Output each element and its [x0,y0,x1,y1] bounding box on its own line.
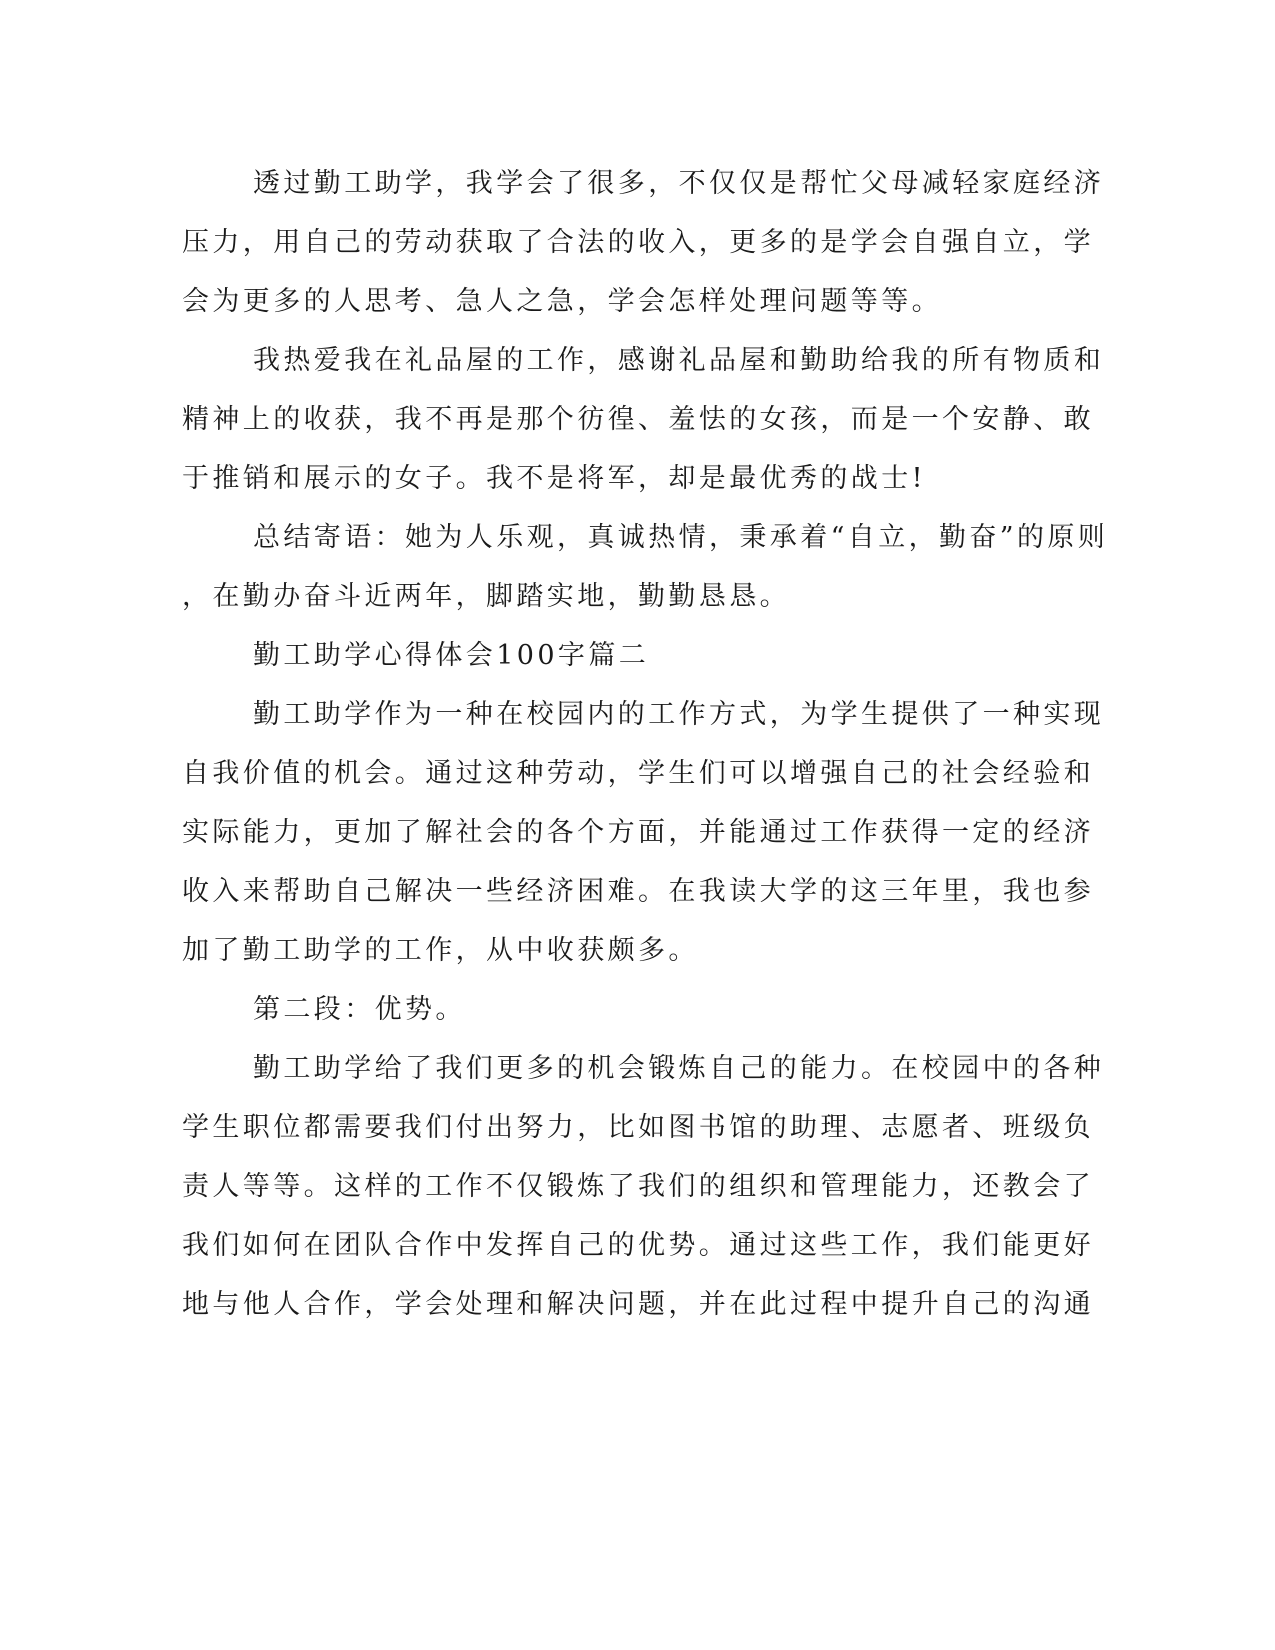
paragraph-line: 实际能力，更加了解社会的各个方面，并能通过工作获得一定的经济 [182,817,1094,848]
paragraph-line: 压力，用自己的劳动获取了合法的收入，更多的是学会自强自立，学 [182,227,1094,258]
paragraph-line: 我们如何在团队合作中发挥自己的优势。通过这些工作，我们能更好 [182,1230,1094,1261]
paragraph-line: 精神上的收获，我不再是那个彷徨、羞怯的女孩，而是一个安静、敢 [182,404,1094,435]
document-body [182,154,1109,1334]
paragraph-line: 加了勤工助学的工作，从中收获颇多。 [182,935,699,966]
paragraph-line: 会为更多的人思考、急人之急，学会怎样处理问题等等。 [182,286,942,317]
paragraph-line: ，在勤办奋斗近两年，脚踏实地，勤勤恳恳。 [182,581,790,612]
paragraph-line: 地与他人合作，学会处理和解决问题，并在此过程中提升自己的沟通 [182,1289,1094,1320]
paragraph-line: 于推销和展示的女子。我不是将军，却是最优秀的战士! [182,463,926,494]
paragraph-line: 学生职位都需要我们付出努力，比如图书馆的助理、志愿者、班级负 [182,1112,1094,1143]
paragraph-line: 勤工助学作为一种在校园内的工作方式，为学生提供了一种实现 [253,699,1105,730]
paragraph-line: 总结寄语：她为人乐观，真诚热情，秉承着“自立，勤奋”的原则 [253,522,1109,553]
paragraph-line: 收入来帮助自己解决一些经济困难。在我读大学的这三年里，我也参 [182,876,1094,907]
paragraph-line: 我热爱我在礼品屋的工作，感谢礼品屋和勤助给我的所有物质和 [253,345,1105,376]
paragraph-line: 勤工助学给了我们更多的机会锻炼自己的能力。在校园中的各种 [253,1053,1105,1084]
section-subheading: 第二段：优势。 [253,994,466,1025]
paragraph-line: 自我价值的机会。通过这种劳动，学生们可以增强自己的社会经验和 [182,758,1094,789]
paragraph-line: 责人等等。这样的工作不仅锻炼了我们的组织和管理能力，还教会了 [182,1171,1094,1202]
section-heading: 勤工助学心得体会100字篇二 [253,640,650,671]
paragraph-line: 透过勤工助学，我学会了很多，不仅仅是帮忙父母减轻家庭经济 [253,168,1105,199]
